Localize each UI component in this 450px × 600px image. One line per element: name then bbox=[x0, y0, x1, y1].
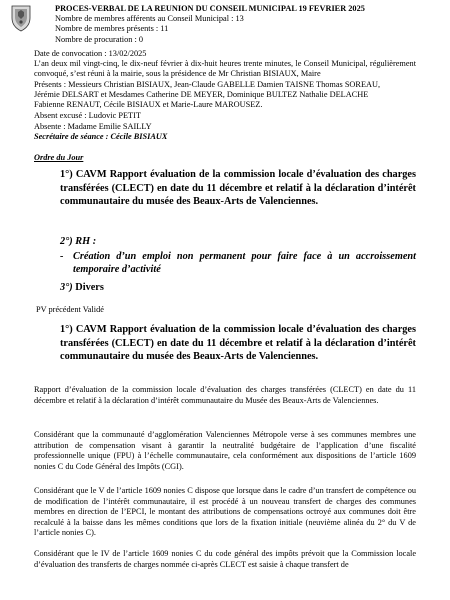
agenda-title: Ordre du Jour bbox=[34, 153, 84, 162]
section-1-heading: 1°) CAVM Rapport évaluation de la commission locale d’évaluation des charges transférées (CLECT) en date du 11 décembre et relatif à la déclaration d’intérêt communautaire du musée des Beaux-Arts de Valenciennes. bbox=[60, 324, 416, 363]
agenda-item-2-number: 2°) bbox=[60, 236, 73, 247]
paragraph-report: Rapport d’évaluation de la commission locale d’évaluation des charges transférées (CLECT) en date du 11 décembre et relatif à la déclaration d’intérêt communautaire du Musée des Beaux-Arts de Valenciennes. bbox=[34, 385, 416, 405]
present-line-3: Fabienne RENAUT, Cécile BISIAUX et Marie-Laure MAROUSEZ. bbox=[34, 100, 263, 109]
agenda-item-3 bbox=[60, 282, 104, 293]
agenda-item-2 bbox=[60, 236, 96, 247]
previous-minutes-validated: PV précédent Validé bbox=[36, 305, 104, 314]
paragraph-considering-3: Considérant que le IV de l’article 1609 nonies C du code général des impôts prévoit que la Commission locale d’évaluation des transferts de charges nommée ci-après CLECT est saisie à chaque transfert de bbox=[34, 549, 416, 569]
document-header bbox=[55, 4, 365, 45]
bullet-dash: - bbox=[60, 251, 64, 262]
header-line-present: Nombre de membres présents : 11 bbox=[55, 24, 169, 34]
opening-paragraph: L’an deux mil vingt-cinq, le dix-neuf février à dix-huit heures trente minutes, le Conseil Municipal, régulièrement convoqué, s’est réuni à la mairie, sous la présidence de Mr Christian BISIAUX, Maire bbox=[34, 59, 416, 79]
header-line-proxies: Nombre de procuration : 0 bbox=[55, 34, 144, 44]
present-line-1: Présents : Messieurs Christian BISIAUX, Jean-Claude GABELLE Damien TAISNE Thomas SOREAU, bbox=[34, 80, 381, 89]
absent-excused: Absent excusé : Ludovic PETIT bbox=[34, 111, 141, 120]
convocation-date: Date de convocation : 13/02/2025 bbox=[34, 49, 147, 58]
present-line-2: Jérémie DELSART et Mesdames Catherine DE MEYER, Dominique BULTEZ Nathalie DELACHE bbox=[34, 90, 369, 99]
paragraph-considering-2: Considérant que le V de l’article 1609 nonies C dispose que lorsque dans le cadre d’un transfert de compétence ou de modification de l’intérêt communautaire, il est procédé à un nouveau transfert de charges des communes membres en direction de l’EPCI, le montant des attributions de compensations octroyé aux communes doit être recalculé à la baisse dans les mêmes conditions que lors de la fixation initiale (neuvième alinéa du 2° du V de l’article nonies C). bbox=[34, 486, 416, 538]
municipal-crest-icon bbox=[10, 4, 32, 32]
agenda-item-2-sub bbox=[60, 250, 416, 276]
session-secretary: Secrétaire de séance : Cécile BISIAUX bbox=[34, 132, 168, 141]
agenda-item-1: 1°) CAVM Rapport évaluation de la commission locale d’évaluation des charges transférées (CLECT) en date du 11 décembre et relatif à la déclaration d’intérêt communautaire du musée des Beaux-Arts de Valenciennes. bbox=[60, 169, 416, 208]
header-line-members: Nombre de membres afférents au Conseil Municipal : 13 bbox=[55, 14, 244, 24]
agenda-item-2-label: RH : bbox=[72, 236, 97, 247]
agenda-item-3-label: Divers bbox=[72, 282, 104, 293]
document-title: PROCES-VERBAL DE LA REUNION DU CONSEIL MUNICIPAL 19 FEVRIER 2025 bbox=[55, 4, 365, 13]
agenda-item-3-number: 3°) bbox=[60, 282, 73, 293]
paragraph-considering-1: Considérant que la communauté d’agglomération Valenciennes Métropole verse à ses communes membres une attribution de compensation visant à garantir la neutralité budgétaire de l’application d’une fiscalité professionnelle unique (FPU) à l’échelle communautaire, cela conformément aux dispositions de l’article 1609 nonies C du Code Général des Impôts (CGI). bbox=[34, 430, 416, 471]
absent-member: Absente : Madame Emilie SAILLY bbox=[34, 122, 152, 131]
agenda-item-2-sub-text: Création d’un emploi non permanent pour faire face à un accroissement temporaire d’activité bbox=[73, 251, 416, 276]
